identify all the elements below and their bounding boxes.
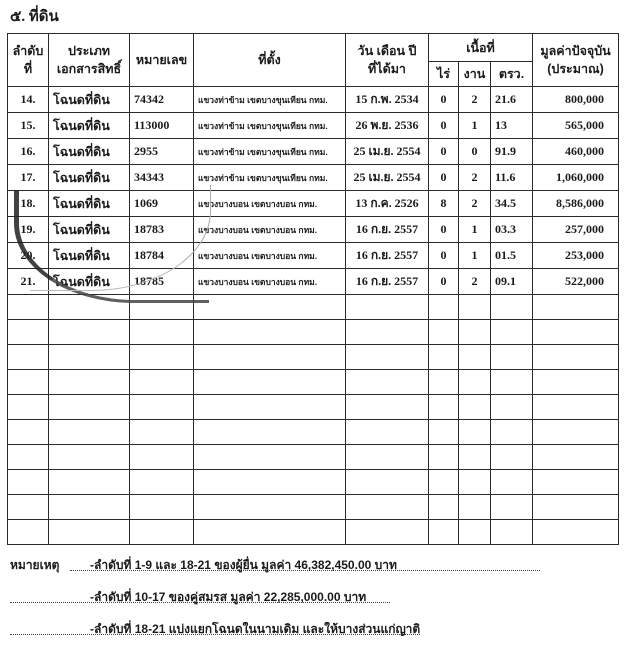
empty-cell	[8, 495, 49, 520]
empty-cell	[346, 345, 429, 370]
cell-value: 800,000	[533, 87, 619, 113]
cell-ngan: 1	[459, 243, 491, 269]
note-line-1	[10, 555, 620, 587]
cell-ngan: 2	[459, 87, 491, 113]
cell-sqwa: 21.6	[491, 87, 533, 113]
note-line-2	[10, 587, 620, 619]
cell-type: โฉนดที่ดิน	[49, 191, 130, 217]
header-area: เนื้อที่	[429, 34, 533, 62]
empty-cell	[533, 445, 619, 470]
cell-sqwa: 91.9	[491, 139, 533, 165]
cell-number: 2955	[130, 139, 194, 165]
empty-cell	[8, 345, 49, 370]
header-doc-type	[49, 34, 130, 87]
cell-rai: 0	[429, 165, 459, 191]
cell-rai: 0	[429, 113, 459, 139]
empty-cell	[130, 295, 194, 320]
empty-cell	[429, 320, 459, 345]
cell-location: แขวงบางบอน เขตบางบอน กทม.	[194, 269, 346, 295]
cell-sqwa: 13	[491, 113, 533, 139]
cell-location: แขวงท่าข้าม เขตบางขุนเทียน กทม.	[194, 113, 346, 139]
cell-type: โฉนดที่ดิน	[49, 269, 130, 295]
empty-cell	[533, 395, 619, 420]
header-date-line1: วัน เดือน ปี	[357, 44, 417, 58]
cell-no: 16.	[8, 139, 49, 165]
empty-cell	[194, 520, 346, 545]
header-value	[533, 34, 619, 87]
header-doc-type-line1: ประเภท	[67, 44, 111, 58]
header-value-line1: มูลค่าปัจจุบัน	[540, 44, 611, 58]
cell-date: 13 ก.ค. 2526	[346, 191, 429, 217]
empty-cell	[49, 320, 130, 345]
cell-sqwa: 09.1	[491, 269, 533, 295]
header-date-line2: ที่ได้มา	[368, 62, 406, 76]
cell-value: 460,000	[533, 139, 619, 165]
empty-cell	[459, 470, 491, 495]
empty-cell	[533, 370, 619, 395]
empty-cell	[346, 495, 429, 520]
empty-cell	[429, 470, 459, 495]
empty-cell	[459, 520, 491, 545]
empty-cell	[49, 495, 130, 520]
cell-no: 20.	[8, 243, 49, 269]
empty-cell	[459, 370, 491, 395]
empty-cell	[194, 420, 346, 445]
empty-cell	[491, 395, 533, 420]
header-doc-type-line2: เอกสารสิทธิ์	[56, 62, 122, 76]
cell-type: โฉนดที่ดิน	[49, 113, 130, 139]
empty-cell	[429, 345, 459, 370]
cell-no: 18.	[8, 191, 49, 217]
cell-location: แขวงบางบอน เขตบางบอน กทม.	[194, 191, 346, 217]
empty-cell	[130, 495, 194, 520]
table-row	[8, 243, 619, 269]
empty-cell	[491, 420, 533, 445]
empty-cell	[429, 495, 459, 520]
table-row	[8, 113, 619, 139]
empty-cell	[8, 295, 49, 320]
cell-date: 16 ก.ย. 2557	[346, 243, 429, 269]
cell-sqwa: 03.3	[491, 217, 533, 243]
cell-value: 565,000	[533, 113, 619, 139]
empty-cell	[194, 345, 346, 370]
cell-value: 8,586,000	[533, 191, 619, 217]
empty-cell	[533, 420, 619, 445]
notes-section	[10, 555, 620, 651]
table-row	[8, 165, 619, 191]
cell-date: 16 ก.ย. 2557	[346, 269, 429, 295]
cell-ngan: 1	[459, 217, 491, 243]
cell-type: โฉนดที่ดิน	[49, 139, 130, 165]
empty-cell	[194, 470, 346, 495]
cell-no: 19.	[8, 217, 49, 243]
empty-cell	[130, 320, 194, 345]
empty-cell	[194, 320, 346, 345]
empty-cell	[459, 420, 491, 445]
cell-type: โฉนดที่ดิน	[49, 165, 130, 191]
cell-rai: 0	[429, 243, 459, 269]
empty-cell	[491, 320, 533, 345]
empty-cell	[533, 345, 619, 370]
empty-cell	[491, 345, 533, 370]
empty-cell	[346, 395, 429, 420]
header-value-line2: (ประมาณ)	[547, 62, 604, 76]
header-no-line2: ที่	[23, 62, 33, 76]
cell-date: 16 ก.ย. 2557	[346, 217, 429, 243]
header-ngan: งาน	[459, 62, 491, 87]
empty-cell	[346, 295, 429, 320]
empty-cell	[429, 520, 459, 545]
empty-cell	[459, 445, 491, 470]
empty-cell	[49, 295, 130, 320]
empty-cell	[194, 370, 346, 395]
table-row	[8, 139, 619, 165]
empty-cell	[429, 420, 459, 445]
cell-ngan: 1	[459, 113, 491, 139]
empty-cell	[8, 445, 49, 470]
header-location: ที่ตั้ง	[194, 34, 346, 87]
empty-cell	[194, 395, 346, 420]
header-date	[346, 34, 429, 87]
table-row	[8, 269, 619, 295]
empty-row	[8, 320, 619, 345]
empty-cell	[459, 495, 491, 520]
empty-cell	[346, 445, 429, 470]
cell-value: 522,000	[533, 269, 619, 295]
cell-ngan: 0	[459, 139, 491, 165]
cell-no: 14.	[8, 87, 49, 113]
header-rai: ไร่	[429, 62, 459, 87]
empty-cell	[459, 295, 491, 320]
empty-cell	[491, 295, 533, 320]
empty-cell	[130, 345, 194, 370]
empty-row	[8, 345, 619, 370]
cell-number: 34343	[130, 165, 194, 191]
empty-cell	[491, 470, 533, 495]
empty-cell	[49, 470, 130, 495]
note-text-2: -ลำดับที่ 10-17 ของคู่สมรส มูลค่า 22,285,000.00 บาท	[90, 590, 367, 604]
header-number: หมายเลข	[130, 34, 194, 87]
empty-cell	[130, 395, 194, 420]
cell-number: 74342	[130, 87, 194, 113]
cell-rai: 0	[429, 139, 459, 165]
cell-date: 15 ก.พ. 2534	[346, 87, 429, 113]
cell-value: 1,060,000	[533, 165, 619, 191]
cell-date: 25 เม.ย. 2554	[346, 139, 429, 165]
empty-cell	[533, 295, 619, 320]
cell-number: 18785	[130, 269, 194, 295]
note-text-3: -ลำดับที่ 18-21 แบ่งแยกโฉนดในนามเดิม และให้บางส่วนแก่ญาติ	[90, 622, 421, 636]
cell-no: 21.	[8, 269, 49, 295]
empty-cell	[130, 370, 194, 395]
land-table	[7, 33, 619, 545]
cell-sqwa: 01.5	[491, 243, 533, 269]
empty-cell	[346, 320, 429, 345]
empty-cell	[8, 370, 49, 395]
cell-number: 18784	[130, 243, 194, 269]
cell-location: แขวงท่าข้าม เขตบางขุนเทียน กทม.	[194, 87, 346, 113]
empty-cell	[49, 395, 130, 420]
table-row	[8, 217, 619, 243]
cell-sqwa: 11.6	[491, 165, 533, 191]
cell-value: 257,000	[533, 217, 619, 243]
empty-cell	[49, 345, 130, 370]
table-row	[8, 87, 619, 113]
empty-cell	[130, 520, 194, 545]
empty-row	[8, 370, 619, 395]
cell-rai: 0	[429, 269, 459, 295]
empty-cell	[8, 395, 49, 420]
empty-cell	[194, 495, 346, 520]
empty-row	[8, 295, 619, 320]
cell-number: 1069	[130, 191, 194, 217]
cell-location: แขวงบางบอน เขตบางบอน กทม.	[194, 217, 346, 243]
cell-number: 18783	[130, 217, 194, 243]
empty-cell	[346, 520, 429, 545]
cell-no: 17.	[8, 165, 49, 191]
cell-no: 15.	[8, 113, 49, 139]
cell-location: แขวงบางบอน เขตบางบอน กทม.	[194, 243, 346, 269]
empty-cell	[194, 445, 346, 470]
empty-cell	[194, 295, 346, 320]
cell-rai: 8	[429, 191, 459, 217]
cell-date: 25 เม.ย. 2554	[346, 165, 429, 191]
cell-rai: 0	[429, 217, 459, 243]
empty-cell	[8, 470, 49, 495]
empty-cell	[49, 420, 130, 445]
cell-ngan: 2	[459, 269, 491, 295]
empty-row	[8, 470, 619, 495]
empty-cell	[533, 320, 619, 345]
empty-row	[8, 520, 619, 545]
empty-cell	[8, 520, 49, 545]
cell-sqwa: 34.5	[491, 191, 533, 217]
empty-cell	[533, 495, 619, 520]
cell-location: แขวงท่าข้าม เขตบางขุนเทียน กทม.	[194, 165, 346, 191]
empty-cell	[459, 395, 491, 420]
empty-cell	[533, 520, 619, 545]
header-no-line1: ลำดับ	[12, 44, 44, 58]
empty-cell	[459, 345, 491, 370]
empty-row	[8, 495, 619, 520]
empty-cell	[491, 370, 533, 395]
empty-row	[8, 395, 619, 420]
cell-rai: 0	[429, 87, 459, 113]
empty-cell	[49, 445, 130, 470]
empty-cell	[130, 445, 194, 470]
cell-number: 113000	[130, 113, 194, 139]
empty-cell	[491, 495, 533, 520]
empty-cell	[346, 420, 429, 445]
empty-cell	[429, 295, 459, 320]
note-text-1: -ลำดับที่ 1-9 และ 18-21 ของผู้ยื่น มูลค่า 46,382,450.00 บาท	[90, 558, 397, 572]
empty-cell	[49, 520, 130, 545]
cell-type: โฉนดที่ดิน	[49, 87, 130, 113]
empty-cell	[429, 445, 459, 470]
empty-cell	[8, 320, 49, 345]
table-row	[8, 191, 619, 217]
empty-row	[8, 420, 619, 445]
cell-type: โฉนดที่ดิน	[49, 217, 130, 243]
empty-cell	[459, 320, 491, 345]
cell-value: 253,000	[533, 243, 619, 269]
header-sqwa: ตรว.	[491, 62, 533, 87]
empty-cell	[429, 395, 459, 420]
empty-cell	[491, 445, 533, 470]
empty-cell	[346, 470, 429, 495]
empty-cell	[429, 370, 459, 395]
cell-date: 26 พ.ย. 2536	[346, 113, 429, 139]
cell-ngan: 2	[459, 165, 491, 191]
cell-location: แขวงท่าข้าม เขตบางขุนเทียน กทม.	[194, 139, 346, 165]
section-title: ๕. ที่ดิน	[10, 9, 59, 25]
empty-cell	[130, 420, 194, 445]
cell-ngan: 2	[459, 191, 491, 217]
empty-cell	[130, 470, 194, 495]
header-no	[8, 34, 49, 87]
empty-cell	[8, 420, 49, 445]
empty-cell	[346, 370, 429, 395]
cell-type: โฉนดที่ดิน	[49, 243, 130, 269]
empty-cell	[491, 520, 533, 545]
empty-cell	[49, 370, 130, 395]
empty-cell	[533, 470, 619, 495]
notes-label: หมายเหตุ	[10, 558, 60, 572]
empty-row	[8, 445, 619, 470]
note-line-3	[10, 619, 620, 651]
